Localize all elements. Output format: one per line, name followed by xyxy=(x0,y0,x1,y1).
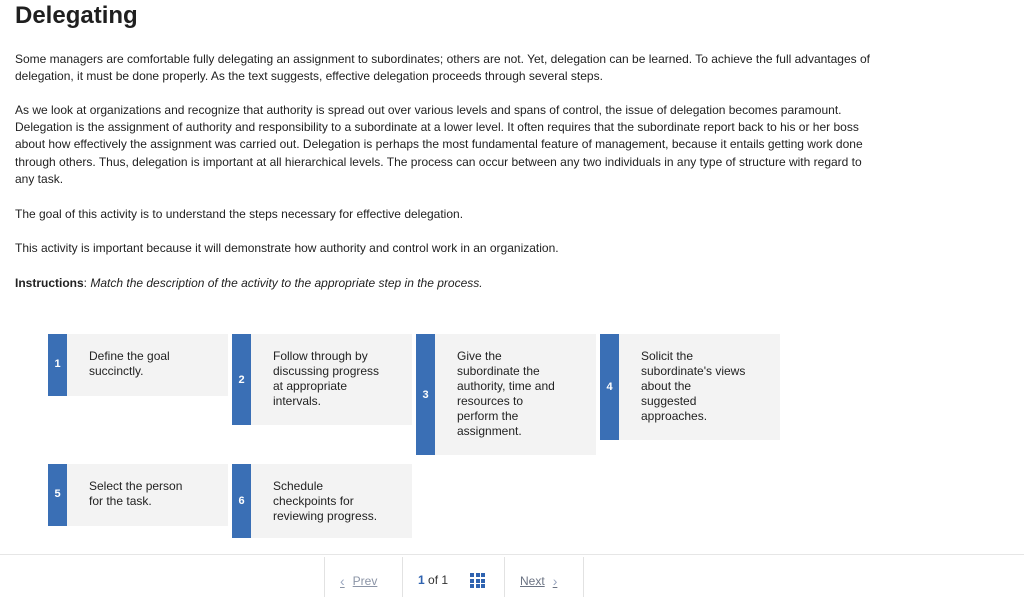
pager-divider xyxy=(402,557,403,597)
pager-divider xyxy=(324,557,325,597)
step-card-line: authority, time and xyxy=(457,379,555,393)
intro-paragraph-2: As we look at organizations and recognize that authority is spread out over various levels and spans of control, the issue of delegation becomes paramount. Delegation is the assignment of authority and responsibility to a subordinate at a lower level. It often requires that the subordinate report back to his or her boss about how effectively the assignment was carried out. Delegation is perhaps the most fundamental feature of management, because it entails getting work done through others. Thus, delegation is important at all hierarchical levels. The process can occur between any two individuals in any type of structure with regard to any task. xyxy=(15,103,863,186)
step-card-6[interactable] xyxy=(232,464,412,538)
instructions-colon: : xyxy=(83,276,88,290)
step-card-line: resources to xyxy=(457,394,524,408)
prev-label: Prev xyxy=(352,574,378,588)
grid-menu-icon[interactable] xyxy=(470,573,485,588)
step-card-line: perform the xyxy=(457,409,519,423)
page-of: of xyxy=(428,573,439,587)
intro-paragraph-1: Some managers are comfortable fully delegating an assignment to subordinates; others are not. Yet, delegation can be learned. To achieve the full advantages of delegation, it must be done properly. As the text suggests, effective delegation proceeds through several steps. xyxy=(15,52,870,84)
step-card-line: subordinate's views xyxy=(641,364,746,378)
step-card-line: succinctly. xyxy=(89,364,144,378)
pager-divider xyxy=(583,557,584,597)
page-counter xyxy=(418,573,448,587)
step-card-line: suggested xyxy=(641,394,697,408)
goal-paragraph: The goal of this activity is to understand the steps necessary for effective delegation. xyxy=(15,207,464,221)
step-number-4: 4 xyxy=(600,334,619,440)
step-card-3[interactable] xyxy=(416,334,596,455)
step-card-4[interactable] xyxy=(600,334,780,440)
pagination-bar xyxy=(0,554,1024,604)
step-number-5: 5 xyxy=(48,464,67,526)
instructions-label: Instructions xyxy=(15,276,84,290)
step-card-line: Define the goal xyxy=(89,349,170,363)
step-card-line: Select the person xyxy=(89,479,183,493)
step-card-text-5 xyxy=(89,479,214,509)
step-card-line: Solicit the xyxy=(641,349,694,363)
step-card-line: approaches. xyxy=(641,409,708,423)
total-pages: 1 xyxy=(441,573,449,587)
step-card-5[interactable] xyxy=(48,464,228,526)
step-card-line: for the task. xyxy=(89,494,152,508)
page-title: Delegating xyxy=(15,2,138,29)
current-page: 1 xyxy=(418,573,425,587)
step-card-line: assignment. xyxy=(457,424,522,438)
prev-button[interactable] xyxy=(340,573,377,589)
step-card-line: about the xyxy=(641,379,692,393)
chevron-left-icon: ‹ xyxy=(340,573,345,589)
step-number-1: 1 xyxy=(48,334,67,396)
step-card-line: intervals. xyxy=(273,394,322,408)
step-card-text-1 xyxy=(89,349,214,379)
step-card-1[interactable] xyxy=(48,334,228,396)
step-card-text-2 xyxy=(273,349,398,409)
step-card-line: reviewing progress. xyxy=(273,509,378,523)
instructions-text: Match the description of the activity to the appropriate step in the process. xyxy=(90,276,483,290)
step-number-3: 3 xyxy=(416,334,435,455)
step-card-text-6 xyxy=(273,479,398,524)
importance-paragraph: This activity is important because it will demonstrate how authority and control work in an organization. xyxy=(15,241,559,255)
next-label: Next xyxy=(520,574,545,588)
step-card-line: Follow through by xyxy=(273,349,368,363)
next-button[interactable] xyxy=(520,573,557,589)
step-card-text-4 xyxy=(641,349,766,424)
step-card-line: discussing progress xyxy=(273,364,380,378)
step-number-6: 6 xyxy=(232,464,251,538)
step-card-line: checkpoints for xyxy=(273,494,354,508)
chevron-right-icon: › xyxy=(552,573,558,589)
step-number-2: 2 xyxy=(232,334,251,425)
step-card-2[interactable] xyxy=(232,334,412,425)
instructions xyxy=(15,275,875,292)
step-card-line: subordinate the xyxy=(457,364,540,378)
step-card-line: Schedule xyxy=(273,479,324,493)
step-card-line: at appropriate xyxy=(273,379,348,393)
step-card-line: Give the xyxy=(457,349,502,363)
step-card-text-3 xyxy=(457,349,582,439)
pager-divider xyxy=(504,557,505,597)
